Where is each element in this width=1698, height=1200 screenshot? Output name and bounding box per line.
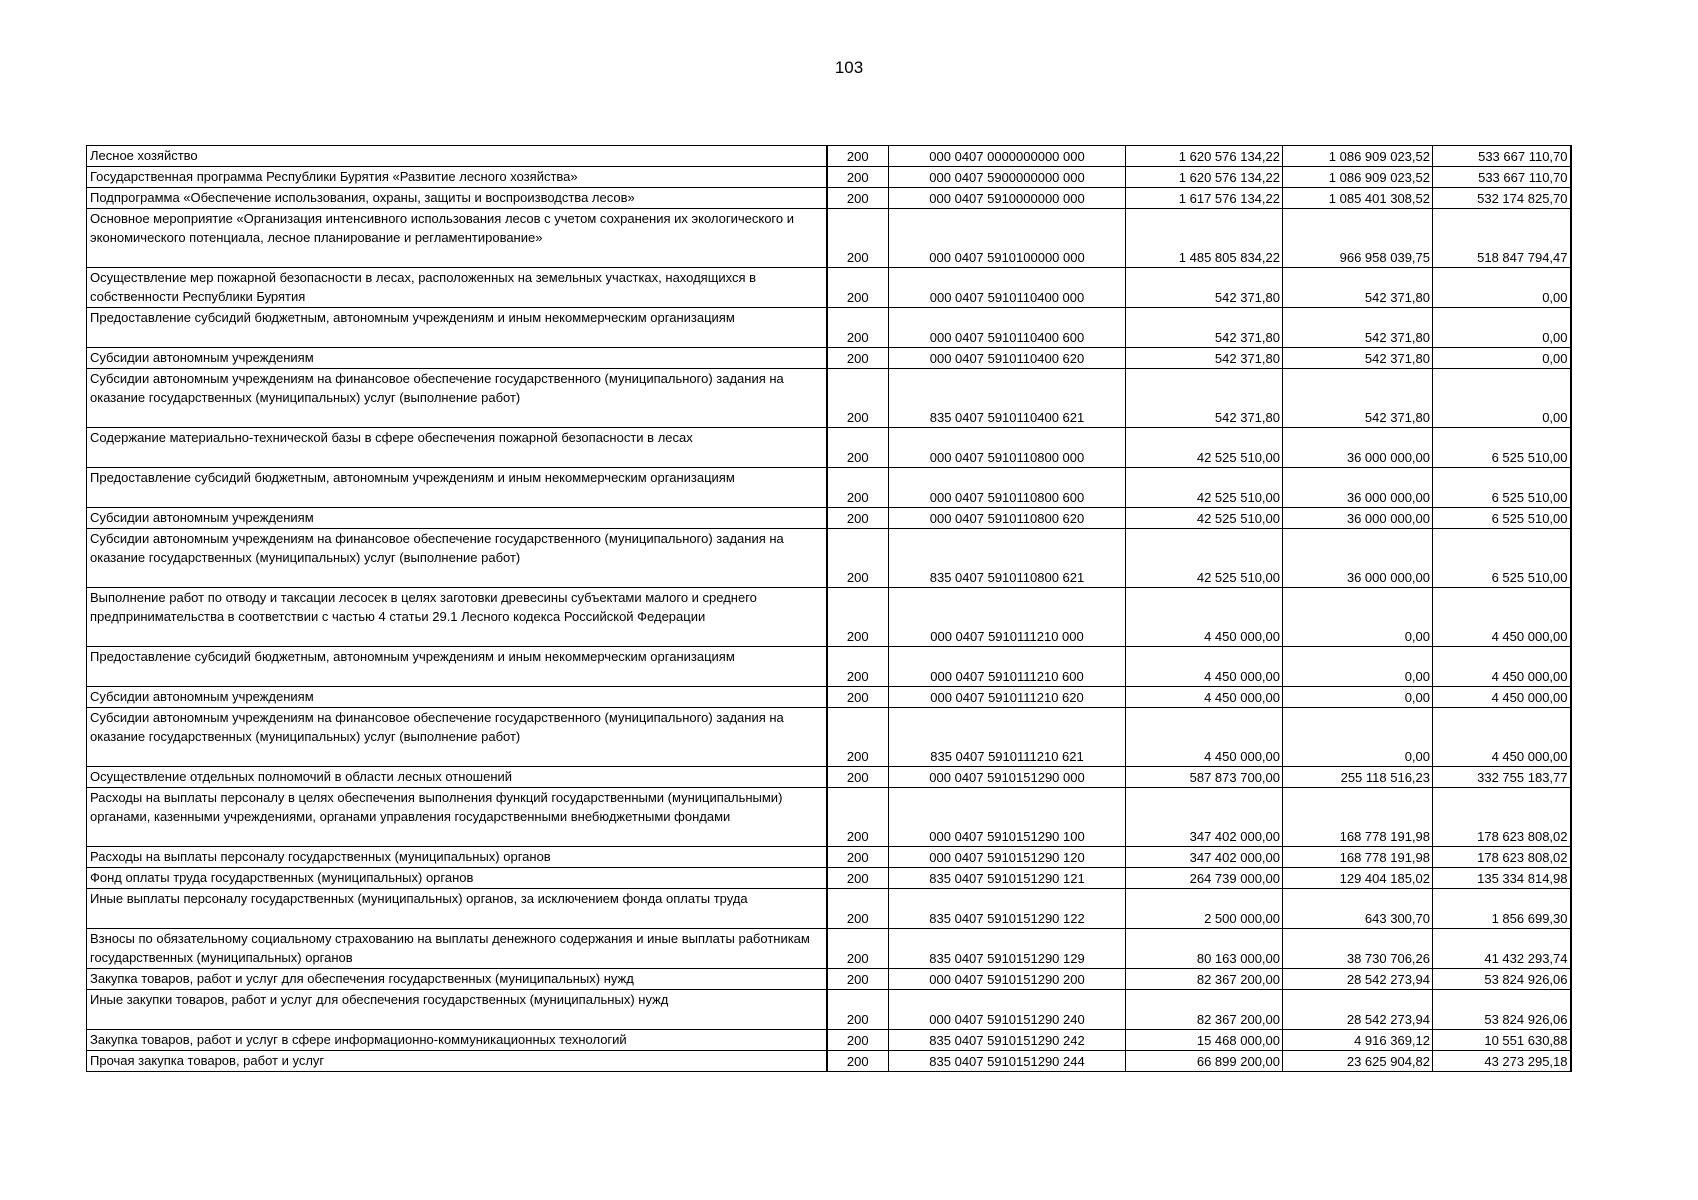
cell-budget-code: 000 0407 5910110800 600 <box>889 468 1126 508</box>
cell-unexecuted: 53 824 926,06 <box>1433 990 1571 1030</box>
cell-approved: 42 525 510,00 <box>1126 468 1283 508</box>
cell-line-code: 200 <box>827 188 889 209</box>
cell-unexecuted: 0,00 <box>1433 369 1571 428</box>
table-row <box>87 529 1571 588</box>
cell-unexecuted: 4 450 000,00 <box>1433 647 1571 687</box>
cell-budget-code: 000 0407 5910110400 620 <box>889 348 1126 369</box>
table-row <box>87 468 1571 508</box>
cell-budget-code: 000 0407 5910151290 100 <box>889 788 1126 847</box>
cell-name: Иные закупки товаров, работ и услуг для обеспечения государственных (муниципальных) нужд <box>87 990 827 1030</box>
cell-line-code: 200 <box>827 1051 889 1072</box>
cell-budget-code: 835 0407 5910151290 129 <box>889 929 1126 969</box>
cell-budget-code: 000 0407 5910110400 000 <box>889 268 1126 308</box>
cell-executed: 0,00 <box>1283 588 1433 647</box>
cell-name: Лесное хозяйство <box>87 146 827 167</box>
cell-budget-code: 000 0407 5910151290 240 <box>889 990 1126 1030</box>
cell-budget-code: 000 0407 5910100000 000 <box>889 209 1126 268</box>
cell-budget-code: 000 0407 5910151290 000 <box>889 767 1126 788</box>
cell-approved: 82 367 200,00 <box>1126 990 1283 1030</box>
table-row <box>87 767 1571 788</box>
cell-approved: 1 620 576 134,22 <box>1126 146 1283 167</box>
cell-approved: 42 525 510,00 <box>1126 428 1283 468</box>
cell-unexecuted: 4 450 000,00 <box>1433 588 1571 647</box>
cell-name: Государственная программа Республики Бурятия «Развитие лесного хозяйства» <box>87 167 827 188</box>
table-row <box>87 1051 1571 1072</box>
cell-line-code: 200 <box>827 308 889 348</box>
table-row <box>87 308 1571 348</box>
cell-approved: 1 485 805 834,22 <box>1126 209 1283 268</box>
cell-unexecuted: 533 667 110,70 <box>1433 167 1571 188</box>
cell-name: Основное мероприятие «Организация интенсивного использования лесов с учетом сохранения их экологического и экономического потенциала, лесное планирование и регламентирование» <box>87 209 827 268</box>
cell-executed: 0,00 <box>1283 708 1433 767</box>
page-number: 103 <box>834 58 864 77</box>
cell-unexecuted: 6 525 510,00 <box>1433 428 1571 468</box>
table-row <box>87 209 1571 268</box>
cell-line-code: 200 <box>827 369 889 428</box>
table-row <box>87 788 1571 847</box>
cell-name: Предоставление субсидий бюджетным, автономным учреждениям и иным некоммерческим организациям <box>87 468 827 508</box>
cell-line-code: 200 <box>827 529 889 588</box>
cell-line-code: 200 <box>827 146 889 167</box>
cell-approved: 1 620 576 134,22 <box>1126 167 1283 188</box>
cell-unexecuted: 0,00 <box>1433 308 1571 348</box>
table-row <box>87 708 1571 767</box>
table-row <box>87 369 1571 428</box>
cell-executed: 966 958 039,75 <box>1283 209 1433 268</box>
table-row <box>87 146 1571 167</box>
cell-approved: 4 450 000,00 <box>1126 708 1283 767</box>
cell-name: Закупка товаров, работ и услуг в сфере информационно-коммуникационных технологий <box>87 1030 827 1051</box>
table-row <box>87 588 1571 647</box>
table-row <box>87 428 1571 468</box>
cell-approved: 347 402 000,00 <box>1126 847 1283 868</box>
cell-line-code: 200 <box>827 969 889 990</box>
cell-budget-code: 000 0407 5910110400 600 <box>889 308 1126 348</box>
cell-unexecuted: 533 667 110,70 <box>1433 146 1571 167</box>
cell-budget-code: 000 0407 5910111210 620 <box>889 687 1126 708</box>
table-row <box>87 847 1571 868</box>
cell-line-code: 200 <box>827 847 889 868</box>
cell-budget-code: 000 0407 0000000000 000 <box>889 146 1126 167</box>
cell-unexecuted: 43 273 295,18 <box>1433 1051 1571 1072</box>
cell-budget-code: 835 0407 5910110800 621 <box>889 529 1126 588</box>
cell-approved: 42 525 510,00 <box>1126 529 1283 588</box>
cell-name: Содержание материально-технической базы в сфере обеспечения пожарной безопасности в лесах <box>87 428 827 468</box>
cell-unexecuted: 4 450 000,00 <box>1433 687 1571 708</box>
cell-name: Взносы по обязательному социальному страхованию на выплаты денежного содержания и иные выплаты работникам государственных (муниципальных) органов <box>87 929 827 969</box>
cell-name: Субсидии автономным учреждениям на финансовое обеспечение государственного (муниципального) задания на оказание государственных (муниципальных) услуг (выполнение работ) <box>87 369 827 428</box>
cell-line-code: 200 <box>827 468 889 508</box>
cell-executed: 4 916 369,12 <box>1283 1030 1433 1051</box>
cell-approved: 1 617 576 134,22 <box>1126 188 1283 209</box>
cell-budget-code: 000 0407 5900000000 000 <box>889 167 1126 188</box>
cell-name: Закупка товаров, работ и услуг для обеспечения государственных (муниципальных) нужд <box>87 969 827 990</box>
cell-unexecuted: 6 525 510,00 <box>1433 468 1571 508</box>
cell-unexecuted: 532 174 825,70 <box>1433 188 1571 209</box>
cell-budget-code: 835 0407 5910151290 122 <box>889 889 1126 929</box>
cell-approved: 542 371,80 <box>1126 308 1283 348</box>
table-row <box>87 868 1571 889</box>
cell-name: Подпрограмма «Обеспечение использования, охраны, защиты и воспроизводства лесов» <box>87 188 827 209</box>
cell-executed: 1 086 909 023,52 <box>1283 146 1433 167</box>
cell-executed: 255 118 516,23 <box>1283 767 1433 788</box>
cell-budget-code: 000 0407 5910000000 000 <box>889 188 1126 209</box>
cell-budget-code: 000 0407 5910110800 000 <box>889 428 1126 468</box>
cell-approved: 4 450 000,00 <box>1126 647 1283 687</box>
cell-line-code: 200 <box>827 209 889 268</box>
cell-approved: 347 402 000,00 <box>1126 788 1283 847</box>
cell-executed: 168 778 191,98 <box>1283 788 1433 847</box>
cell-budget-code: 835 0407 5910151290 242 <box>889 1030 1126 1051</box>
cell-executed: 28 542 273,94 <box>1283 969 1433 990</box>
cell-unexecuted: 178 623 808,02 <box>1433 847 1571 868</box>
cell-executed: 38 730 706,26 <box>1283 929 1433 969</box>
cell-unexecuted: 178 623 808,02 <box>1433 788 1571 847</box>
cell-approved: 4 450 000,00 <box>1126 687 1283 708</box>
cell-name: Иные выплаты персоналу государственных (муниципальных) органов, за исключением фонда оплаты труда <box>87 889 827 929</box>
cell-line-code: 200 <box>827 428 889 468</box>
cell-line-code: 200 <box>827 868 889 889</box>
cell-name: Предоставление субсидий бюджетным, автономным учреждениям и иным некоммерческим организациям <box>87 308 827 348</box>
cell-budget-code: 000 0407 5910111210 000 <box>889 588 1126 647</box>
cell-executed: 1 086 909 023,52 <box>1283 167 1433 188</box>
table-row <box>87 167 1571 188</box>
cell-executed: 168 778 191,98 <box>1283 847 1433 868</box>
cell-line-code: 200 <box>827 647 889 687</box>
cell-executed: 1 085 401 308,52 <box>1283 188 1433 209</box>
cell-line-code: 200 <box>827 889 889 929</box>
cell-name: Предоставление субсидий бюджетным, автономным учреждениям и иным некоммерческим организациям <box>87 647 827 687</box>
cell-line-code: 200 <box>827 990 889 1030</box>
cell-executed: 0,00 <box>1283 687 1433 708</box>
table-row <box>87 889 1571 929</box>
budget-execution-table <box>86 145 1572 1072</box>
cell-name: Субсидии автономным учреждениям <box>87 348 827 369</box>
cell-line-code: 200 <box>827 268 889 308</box>
cell-name: Субсидии автономным учреждениям <box>87 508 827 529</box>
cell-budget-code: 835 0407 5910110400 621 <box>889 369 1126 428</box>
cell-budget-code: 835 0407 5910151290 121 <box>889 868 1126 889</box>
table-row <box>87 188 1571 209</box>
cell-name: Субсидии автономным учреждениям <box>87 687 827 708</box>
cell-unexecuted: 4 450 000,00 <box>1433 708 1571 767</box>
cell-line-code: 200 <box>827 687 889 708</box>
cell-line-code: 200 <box>827 348 889 369</box>
cell-name: Расходы на выплаты персоналу в целях обеспечения выполнения функций государственными (муниципальными) органами, казенными учреждениями, органами управления государственными внебюджетными фондами <box>87 788 827 847</box>
cell-name: Фонд оплаты труда государственных (муниципальных) органов <box>87 868 827 889</box>
cell-executed: 129 404 185,02 <box>1283 868 1433 889</box>
cell-executed: 542 371,80 <box>1283 369 1433 428</box>
table-row <box>87 508 1571 529</box>
cell-executed: 23 625 904,82 <box>1283 1051 1433 1072</box>
cell-name: Расходы на выплаты персоналу государственных (муниципальных) органов <box>87 847 827 868</box>
cell-unexecuted: 0,00 <box>1433 348 1571 369</box>
cell-name: Осуществление мер пожарной безопасности в лесах, расположенных на земельных участках, находящихся в собственности Республики Бурятия <box>87 268 827 308</box>
cell-approved: 4 450 000,00 <box>1126 588 1283 647</box>
cell-name: Субсидии автономным учреждениям на финансовое обеспечение государственного (муниципального) задания на оказание государственных (муниципальных) услуг (выполнение работ) <box>87 529 827 588</box>
cell-approved: 15 468 000,00 <box>1126 1030 1283 1051</box>
cell-name: Осуществление отдельных полномочий в области лесных отношений <box>87 767 827 788</box>
cell-approved: 66 899 200,00 <box>1126 1051 1283 1072</box>
cell-unexecuted: 10 551 630,88 <box>1433 1030 1571 1051</box>
table-row <box>87 929 1571 969</box>
cell-approved: 542 371,80 <box>1126 348 1283 369</box>
cell-executed: 0,00 <box>1283 647 1433 687</box>
cell-unexecuted: 0,00 <box>1433 268 1571 308</box>
table-row <box>87 348 1571 369</box>
cell-line-code: 200 <box>827 588 889 647</box>
cell-executed: 36 000 000,00 <box>1283 468 1433 508</box>
cell-budget-code: 000 0407 5910151290 200 <box>889 969 1126 990</box>
cell-unexecuted: 332 755 183,77 <box>1433 767 1571 788</box>
cell-approved: 542 371,80 <box>1126 369 1283 428</box>
table-row <box>87 647 1571 687</box>
cell-executed: 28 542 273,94 <box>1283 990 1433 1030</box>
cell-executed: 542 371,80 <box>1283 268 1433 308</box>
cell-executed: 542 371,80 <box>1283 308 1433 348</box>
table-body <box>87 146 1571 1072</box>
cell-budget-code: 000 0407 5910151290 120 <box>889 847 1126 868</box>
table-row <box>87 990 1571 1030</box>
cell-name: Прочая закупка товаров, работ и услуг <box>87 1051 827 1072</box>
cell-line-code: 200 <box>827 508 889 529</box>
cell-approved: 542 371,80 <box>1126 268 1283 308</box>
cell-approved: 80 163 000,00 <box>1126 929 1283 969</box>
cell-line-code: 200 <box>827 788 889 847</box>
cell-budget-code: 835 0407 5910111210 621 <box>889 708 1126 767</box>
cell-unexecuted: 6 525 510,00 <box>1433 529 1571 588</box>
cell-unexecuted: 1 856 699,30 <box>1433 889 1571 929</box>
cell-executed: 36 000 000,00 <box>1283 428 1433 468</box>
cell-line-code: 200 <box>827 767 889 788</box>
cell-name: Выполнение работ по отводу и таксации лесосек в целях заготовки древесины субъектами малого и среднего предпринимательства в соответствии с частью 4 статьи 29.1 Лесного кодекса Российской Федерации <box>87 588 827 647</box>
cell-approved: 2 500 000,00 <box>1126 889 1283 929</box>
cell-approved: 82 367 200,00 <box>1126 969 1283 990</box>
table-row <box>87 268 1571 308</box>
cell-line-code: 200 <box>827 167 889 188</box>
cell-line-code: 200 <box>827 929 889 969</box>
cell-unexecuted: 135 334 814,98 <box>1433 868 1571 889</box>
cell-budget-code: 835 0407 5910151290 244 <box>889 1051 1126 1072</box>
cell-executed: 643 300,70 <box>1283 889 1433 929</box>
table-row <box>87 687 1571 708</box>
cell-budget-code: 000 0407 5910111210 600 <box>889 647 1126 687</box>
cell-approved: 264 739 000,00 <box>1126 868 1283 889</box>
cell-executed: 36 000 000,00 <box>1283 529 1433 588</box>
cell-unexecuted: 41 432 293,74 <box>1433 929 1571 969</box>
cell-line-code: 200 <box>827 708 889 767</box>
cell-executed: 36 000 000,00 <box>1283 508 1433 529</box>
cell-approved: 587 873 700,00 <box>1126 767 1283 788</box>
table-row <box>87 1030 1571 1051</box>
cell-unexecuted: 53 824 926,06 <box>1433 969 1571 990</box>
cell-approved: 42 525 510,00 <box>1126 508 1283 529</box>
cell-executed: 542 371,80 <box>1283 348 1433 369</box>
cell-name: Субсидии автономным учреждениям на финансовое обеспечение государственного (муниципального) задания на оказание государственных (муниципальных) услуг (выполнение работ) <box>87 708 827 767</box>
cell-unexecuted: 518 847 794,47 <box>1433 209 1571 268</box>
cell-line-code: 200 <box>827 1030 889 1051</box>
cell-budget-code: 000 0407 5910110800 620 <box>889 508 1126 529</box>
cell-unexecuted: 6 525 510,00 <box>1433 508 1571 529</box>
table-row <box>87 969 1571 990</box>
